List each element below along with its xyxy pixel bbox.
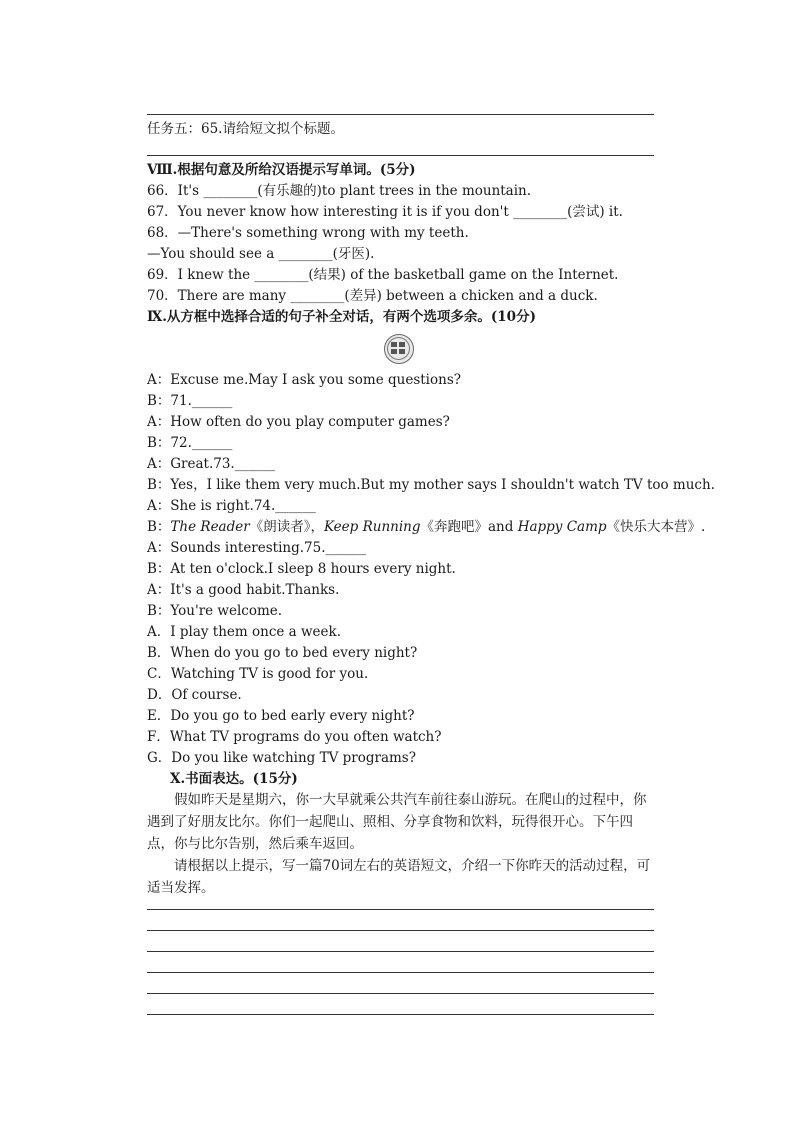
- question-66: 66．It's ________(有乐趣的)to plant trees in the mountain.: [147, 183, 532, 199]
- writing-line: [147, 951, 654, 952]
- writing-line: [147, 993, 654, 994]
- section10-heading: Ⅹ.书面表达。(15分): [170, 771, 298, 787]
- writing-line: [147, 1014, 654, 1015]
- answer-line: [147, 114, 654, 115]
- writing-scenario: 假如昨天是星期六，你一大早就乘公共汽车前往泰山游玩。在爬山的过程中，你遇到了好朋友比尔。你们一起爬山、照相、分享食物和饮料，玩得很开心。下午四点，你与比尔告别，然后乘车返回。: [147, 792, 647, 852]
- writing-prompt: [147, 789, 657, 899]
- speaker-label: B：: [147, 519, 171, 535]
- dialogue-line-programs: [147, 518, 705, 536]
- question-70: 70．There are many ________(差异) between a chicken and a duck.: [147, 288, 598, 304]
- option-d: D．Of course.: [147, 687, 242, 703]
- option-a: A．I play them once a week.: [147, 624, 342, 640]
- section9-heading: Ⅸ.从方框中选择合适的句子补全对话，有两个选项多余。(10分): [147, 309, 536, 325]
- program-cn: 《朗读者》，: [249, 519, 324, 535]
- dialogue-line: A：It's a good habit.Thanks.: [147, 582, 340, 598]
- option-b: B．When do you go to bed every night?: [147, 645, 418, 661]
- question-68: 68．—There's something wrong with my teeth.: [147, 225, 469, 241]
- dialogue-line: A：Great.73.______: [147, 456, 276, 472]
- dialogue-line: B：71.______: [147, 393, 233, 409]
- dialogue-line: A：How often do you play computer games?: [147, 414, 450, 430]
- answer-line: [147, 155, 654, 156]
- dialogue-line: B：You're welcome.: [147, 603, 283, 619]
- original-seal-logo: [384, 334, 414, 364]
- option-f: F．What TV programs do you often watch?: [147, 729, 442, 745]
- dialogue-line: B：At ten o'clock.I sleep 8 hours every night.: [147, 561, 456, 577]
- dialogue-line: B：72.______: [147, 435, 233, 451]
- option-e: E．Do you go to bed early every night?: [147, 708, 415, 724]
- writing-instruction: 请根据以上提示，写一篇70词左右的英语短文，介绍一下你昨天的活动过程，可适当发挥。: [147, 858, 651, 896]
- option-c: C．Watching TV is good for you.: [147, 666, 369, 682]
- question-68-reply: —You should see a ________(牙医).: [147, 246, 375, 262]
- section8-heading: Ⅷ.根据句意及所给汉语提示写单词。(5分): [147, 162, 416, 178]
- program-title: Happy Camp: [517, 519, 607, 535]
- dialogue-line: A：She is right.74.______: [147, 498, 316, 514]
- question-69: 69．I knew the ________(结果) of the basketball game on the Internet.: [147, 267, 619, 283]
- program-cn: 《奔跑吧》and: [420, 519, 518, 535]
- option-g: G．Do you like watching TV programs?: [147, 750, 416, 766]
- task5-prompt: 任务五：65.请给短文拟个标题。: [147, 121, 344, 137]
- program-title: Keep Running: [323, 519, 421, 535]
- writing-line: [147, 930, 654, 931]
- dialogue-line: B：Yes，I like them very much.But my mother says I shouldn't watch TV too much.: [147, 477, 715, 493]
- dialogue-line: A：Sounds interesting.75.______: [147, 540, 367, 556]
- program-cn: 《快乐大本营》.: [606, 519, 706, 535]
- writing-line: [147, 909, 654, 910]
- question-67: 67．You never know how interesting it is if you don't ________(尝试) it.: [147, 204, 623, 220]
- writing-line: [147, 972, 654, 973]
- dialogue-line: A：Excuse me.May I ask you some questions?: [147, 372, 461, 388]
- program-title: The Reader: [170, 519, 250, 535]
